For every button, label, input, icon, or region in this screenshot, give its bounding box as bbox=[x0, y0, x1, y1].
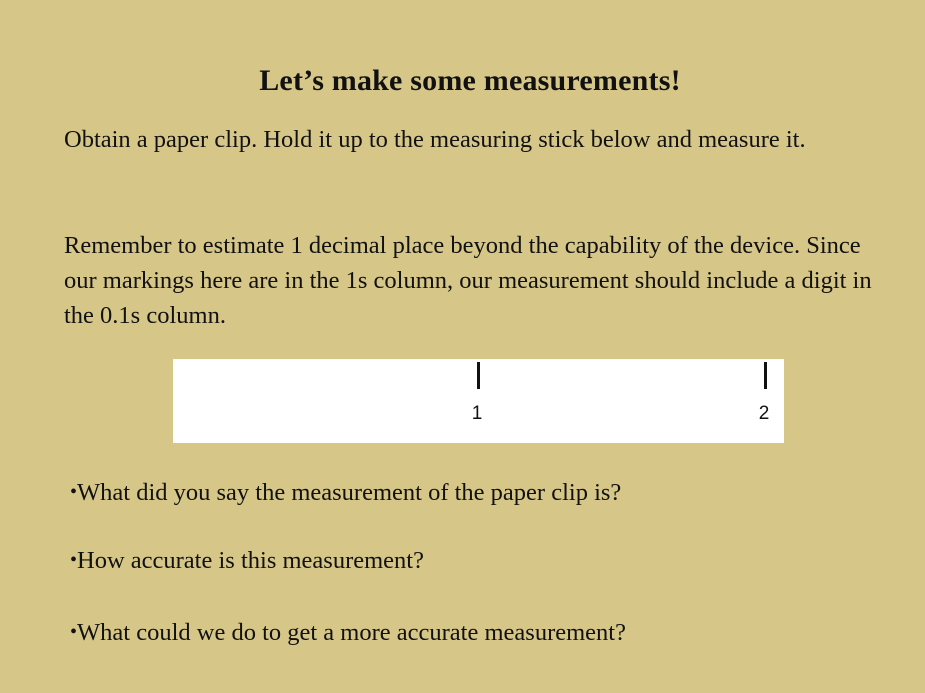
ruler-tick-1 bbox=[477, 362, 480, 389]
question-item bbox=[70, 477, 621, 508]
ruler-tick-label-2: 2 bbox=[758, 403, 770, 424]
bullet-icon: • bbox=[70, 621, 78, 643]
estimate-reminder-paragraph: Remember to estimate 1 decimal place beyond the capability of the device. Since our markings here are in the 1s column, our measurement should include a digit in the 0.1s column. bbox=[64, 232, 872, 329]
ruler-tick-2 bbox=[764, 362, 767, 389]
bullet-icon: • bbox=[70, 549, 78, 571]
question-text: How accurate is this measurement? bbox=[77, 547, 424, 574]
question-text: What could we do to get a more accurate measurement? bbox=[77, 619, 626, 646]
ruler-tick-label-1: 1 bbox=[471, 403, 483, 424]
slide-title: Let’s make some measurements! bbox=[259, 64, 681, 97]
question-item bbox=[70, 545, 424, 576]
measuring-stick bbox=[173, 359, 784, 443]
question-text: What did you say the measurement of the paper clip is? bbox=[77, 479, 622, 506]
instruction-paragraph: Obtain a paper clip. Hold it up to the measuring stick below and measure it. bbox=[64, 126, 806, 153]
bullet-icon: • bbox=[70, 481, 78, 503]
question-item bbox=[70, 617, 626, 648]
